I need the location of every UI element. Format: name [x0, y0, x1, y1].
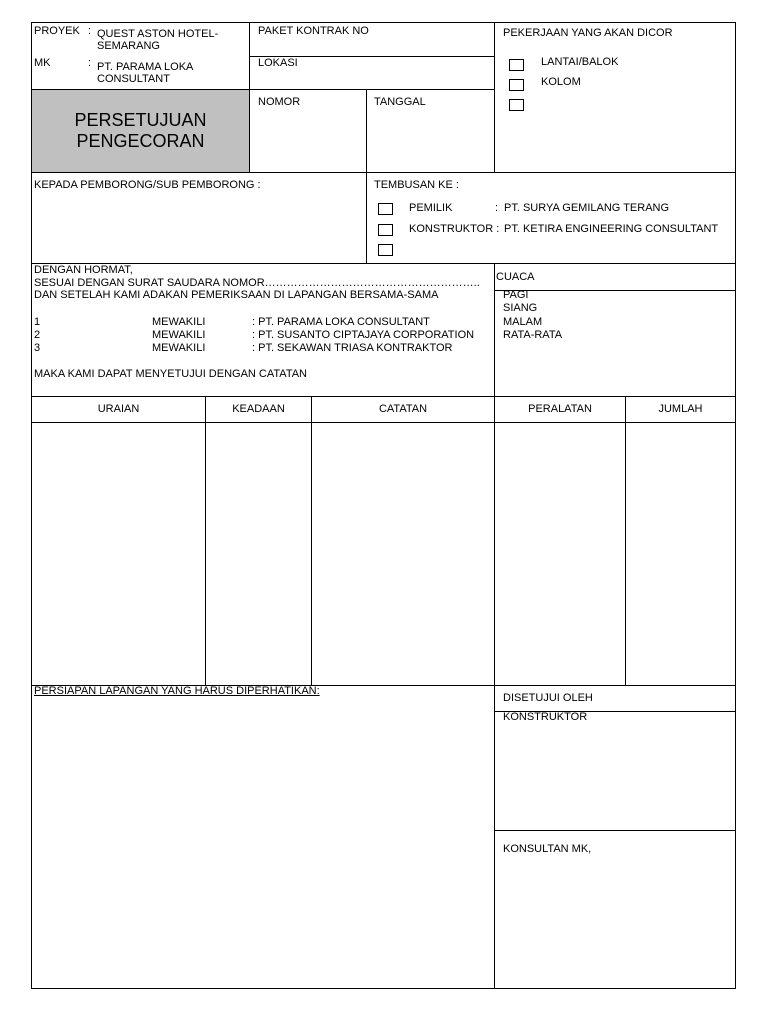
table-header-peralatan: PERALATAN: [528, 403, 592, 415]
divider: [625, 396, 626, 686]
divider: [494, 396, 495, 989]
letter-inspection: DAN SETELAH KAMI ADAKAN PEMERIKSAAN DI LAPANGAN BERSAMA-SAMA: [34, 289, 439, 301]
form-title-line1: PERSETUJUAN: [74, 110, 207, 130]
table-header-catatan: CATATAN: [378, 403, 428, 415]
form-title: [32, 110, 249, 152]
option-kolom: KOLOM: [541, 76, 581, 88]
divider: [494, 290, 736, 291]
letter-closing: MAKA KAMI DAPAT MENYETUJUI DENGAN CATATAN: [34, 368, 307, 380]
rep-3-role: MEWAKILI: [152, 342, 206, 354]
cuaca-rata-rata: RATA-RATA: [503, 329, 563, 341]
checkbox-konstruktor[interactable]: [378, 224, 393, 236]
divider: [31, 263, 736, 264]
table-header-jumlah: JUMLAH: [658, 403, 703, 415]
cuaca-pagi: PAGI: [503, 289, 529, 301]
cuaca-siang: SIANG: [503, 302, 538, 314]
tembusan-label: TEMBUSAN KE :: [374, 179, 459, 191]
checkbox-pemilik[interactable]: [378, 203, 393, 215]
divider: [31, 172, 736, 173]
divider: [366, 89, 367, 173]
pekerjaan-label: PEKERJAAN YANG AKAN DICOR: [503, 27, 673, 39]
divider: [311, 396, 312, 686]
mk-label: MK: [34, 57, 51, 69]
divider: [31, 422, 736, 423]
pemilik-value: PT. SURYA GEMILANG TERANG: [504, 202, 670, 214]
proyek-value-line1: QUEST ASTON HOTEL-: [97, 28, 219, 40]
disetujui-label: DISETUJUI OLEH: [503, 692, 593, 704]
proyek-label: PROYEK: [34, 25, 80, 37]
paket-kontrak-label: PAKET KONTRAK NO: [258, 25, 369, 37]
mk-value-line1: PT. PARAMA LOKA: [97, 61, 194, 73]
checkbox-kolom[interactable]: [509, 79, 524, 91]
rep-3-company: : PT. SEKAWAN TRIASA KONTRAKTOR: [252, 342, 453, 354]
letter-reference: SESUAI DENGAN SURAT SAUDARA NOMOR…………………………………………………..: [34, 277, 480, 289]
divider: [494, 22, 495, 173]
rep-2-company: : PT. SUSANTO CIPTAJAYA CORPORATION: [252, 329, 475, 341]
form-title-line2: PENGECORAN: [76, 131, 205, 151]
tanggal-label: TANGGAL: [374, 96, 426, 108]
mk-value-line2: CONSULTANT: [97, 73, 170, 85]
proyek-value-line2: SEMARANG: [97, 40, 160, 52]
nomor-label: NOMOR: [258, 96, 301, 108]
pemilik-colon: :: [495, 202, 499, 214]
persiapan-label: PERSIAPAN LAPANGAN YANG HARUS DIPERHATIKAN:: [34, 685, 320, 697]
cuaca-malam: MALAM: [503, 316, 543, 328]
konstruktor-sign-label: KONSTRUKTOR: [503, 711, 588, 723]
rep-1-no: 1: [34, 316, 41, 328]
letter-greeting: DENGAN HORMAT,: [34, 264, 133, 276]
pemilik-label: PEMILIK: [409, 202, 453, 214]
divider: [494, 263, 495, 397]
rep-2-role: MEWAKILI: [152, 329, 206, 341]
rep-3-no: 3: [34, 342, 41, 354]
cuaca-label: CUACA: [496, 271, 535, 283]
divider: [366, 172, 367, 264]
proyek-colon: :: [88, 25, 92, 37]
checkbox-lantai-balok[interactable]: [509, 59, 524, 71]
konsultan-sign-label: KONSULTAN MK,: [503, 843, 592, 855]
mk-colon: :: [88, 57, 92, 69]
konstruktor-value: PT. KETIRA ENGINEERING CONSULTANT: [504, 223, 719, 235]
rep-2-no: 2: [34, 329, 41, 341]
rep-1-role: MEWAKILI: [152, 316, 206, 328]
konstruktor-label: KONSTRUKTOR :: [409, 223, 500, 235]
kepada-label: KEPADA PEMBORONG/SUB PEMBORONG :: [34, 179, 261, 191]
checkbox-copy-extra[interactable]: [378, 244, 393, 256]
table-header-keadaan: KEADAAN: [232, 403, 285, 415]
lokasi-label: LOKASI: [258, 57, 298, 69]
divider: [249, 22, 250, 173]
divider: [31, 89, 494, 90]
rep-1-company: : PT. PARAMA LOKA CONSULTANT: [252, 316, 430, 328]
checkbox-work-extra[interactable]: [509, 99, 524, 111]
divider: [31, 396, 736, 397]
option-lantai-balok: LANTAI/BALOK: [541, 56, 619, 68]
table-header-uraian: URAIAN: [97, 403, 140, 415]
divider: [205, 396, 206, 686]
divider: [494, 830, 736, 831]
